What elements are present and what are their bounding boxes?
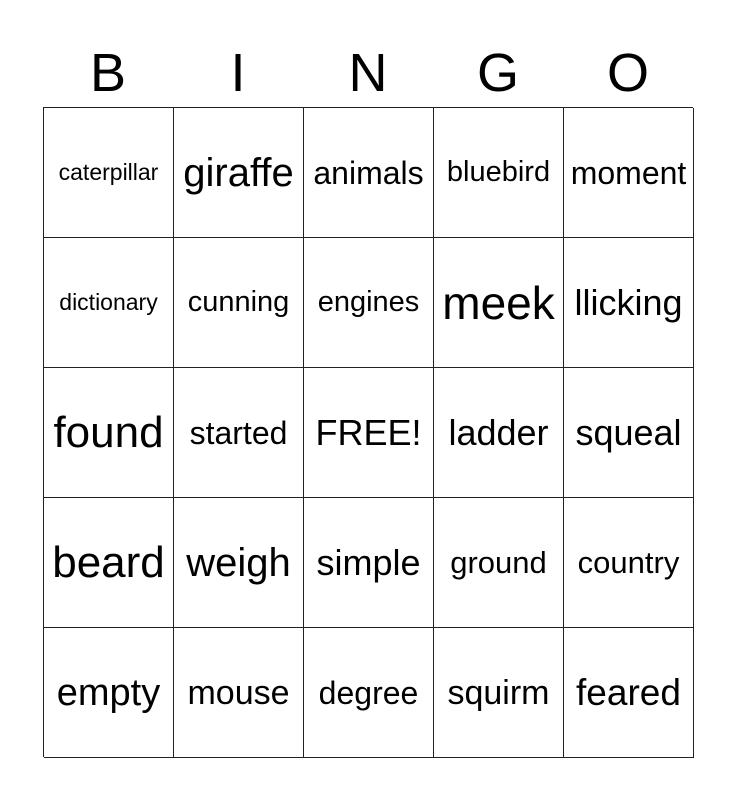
- bingo-cell[interactable]: ladder: [434, 368, 564, 498]
- bingo-cell[interactable]: country: [564, 498, 694, 628]
- bingo-cell[interactable]: squeal: [564, 368, 694, 498]
- bingo-cell[interactable]: giraffe: [174, 108, 304, 238]
- bingo-cell[interactable]: meek: [434, 238, 564, 368]
- bingo-cell[interactable]: ground: [434, 498, 564, 628]
- bingo-free-cell[interactable]: FREE!: [304, 368, 434, 498]
- header-letter-o: O: [606, 43, 649, 103]
- header-letter-g: G: [476, 43, 519, 103]
- header-letter-i: I: [230, 43, 246, 103]
- bingo-cell[interactable]: feared: [564, 628, 694, 758]
- bingo-cell[interactable]: mouse: [174, 628, 304, 758]
- bingo-cell[interactable]: weigh: [174, 498, 304, 628]
- bingo-cell[interactable]: beard: [44, 498, 174, 628]
- bingo-cell[interactable]: degree: [304, 628, 434, 758]
- bingo-cell[interactable]: started: [174, 368, 304, 498]
- bingo-cell[interactable]: empty: [44, 628, 174, 758]
- bingo-cell[interactable]: animals: [304, 108, 434, 238]
- bingo-cell[interactable]: found: [44, 368, 174, 498]
- bingo-cell[interactable]: cunning: [174, 238, 304, 368]
- bingo-cell[interactable]: caterpillar: [44, 108, 174, 238]
- bingo-cell[interactable]: bluebird: [434, 108, 564, 238]
- bingo-cell[interactable]: squirm: [434, 628, 564, 758]
- bingo-cell[interactable]: dictionary: [44, 238, 174, 368]
- header-letter-n: N: [348, 43, 388, 103]
- bingo-cell[interactable]: simple: [304, 498, 434, 628]
- bingo-board: [43, 107, 693, 757]
- bingo-cell[interactable]: engines: [304, 238, 434, 368]
- bingo-cell[interactable]: llicking: [564, 238, 694, 368]
- header-letter-b: B: [89, 43, 127, 103]
- bingo-cell[interactable]: moment: [564, 108, 694, 238]
- bingo-header: [43, 40, 693, 106]
